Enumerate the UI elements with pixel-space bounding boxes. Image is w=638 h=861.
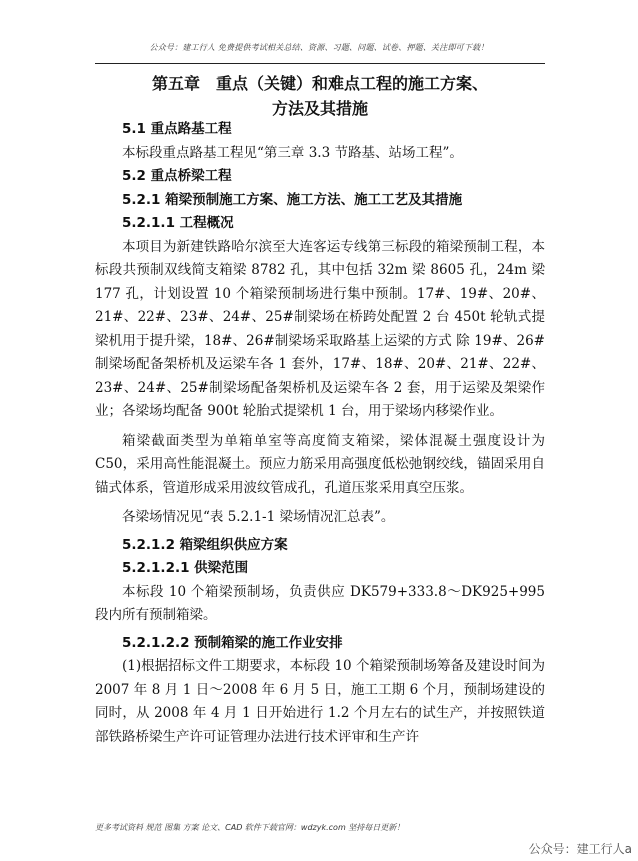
section-heading-5-2: 5.2 重点桥梁工程: [122, 168, 232, 184]
chapter-title-line-2: 方法及其措施: [271, 99, 368, 118]
header-note: 公众号：建工行人 免费提供考试相关总结、资源、习题、问题、试卷、押题、关注即可下载！: [149, 43, 489, 52]
header-divider: [95, 63, 545, 64]
section-heading-5-2-1-2-1: 5.2.1.2.1 供梁范围: [122, 560, 249, 576]
footer-note: 更多考试资料 规范 图集 方案 论文、CAD 软件下载官网：wdzyk.com 坚持每日更新！: [95, 823, 405, 832]
paragraph-table-reference: 各梁场情况见“表 5.2.1-1 梁场情况汇总表”。: [122, 509, 395, 525]
section-heading-5-2-1-2-2: 5.2.1.2.2 预制箱梁的施工作业安排: [122, 634, 343, 651]
paragraph-supply-range: 本标段 10 个箱梁预制场，负责供应 DK579+333.8～DK925+995 段内所有预制箱梁。: [95, 583, 545, 623]
watermark-text: 公众号：建工行人a: [528, 842, 632, 856]
section-heading-5-2-1: 5.2.1 箱梁预制施工方案、施工方法、施工工艺及其措施: [122, 191, 463, 208]
document-body: [95, 118, 545, 749]
paragraph-construction-schedule: (1)根据招标文件工期要求，本标段 10 个箱梁预制场筹备及建设时间为 2007 年 8 月 1 日～2008 年 6 月 5 日，施工工期 6 个月，预制场建设的同时，从 2008 年 4 月 1 日开始进行 1.2 个月左右的试生产，并按照铁道部铁路桥梁生产许可证管理办法进行技术评审和生产许: [95, 658, 545, 745]
paragraph-box-girder-section: 箱梁截面类型为单箱单室等高度简支箱梁，梁体混凝土强度设计为 C50，采用高性能混凝土。预应力筋采用高强度低松弛钢绞线，锚固采用自锚式体系，管道形成采用波纹管成孔，孔道压浆采用真空压浆。: [95, 432, 545, 496]
section-heading-5-2-1-2: 5.2.1.2 箱梁组织供应方案: [122, 536, 288, 553]
section-heading-5-2-1-1: 5.2.1.1 工程概况: [122, 215, 234, 231]
section-heading-5-1: 5.1 重点路基工程: [122, 121, 232, 137]
paragraph-roadbed-ref: 本标段重点路基工程见“第三章 3.3 节路基、站场工程”。: [122, 144, 463, 161]
chapter-title-line-1: 第五章 重点（关键）和难点工程的施工方案、: [151, 74, 488, 93]
paragraph-project-overview: 本项目为新建铁路哈尔滨至大连客运专线第三标段的箱梁预制工程，本标段共预制双线简支箱梁 8782 孔，其中包括 32m 梁 8605 孔，24m 梁 177 孔，计划设置 10 个箱梁预制场进行集中预制。17#、19#、20#、21#、22#、23#、24#、25#制梁场在桥跨处配置 2 台 450t 轮轨式提梁机用于提升梁，18#、26#制梁场采取路基上运梁的方式 除 19#、26#制梁场配备架桥机及运梁车各 1 套外，17#、18#、20#、21#、22#、23#、24#、25#制梁场配备架桥机及运梁车各 2 套，用于运梁及架梁作业；各梁场均配备 900t 轮胎式提梁机 1 台，用于梁场内移梁作业。: [95, 238, 545, 419]
